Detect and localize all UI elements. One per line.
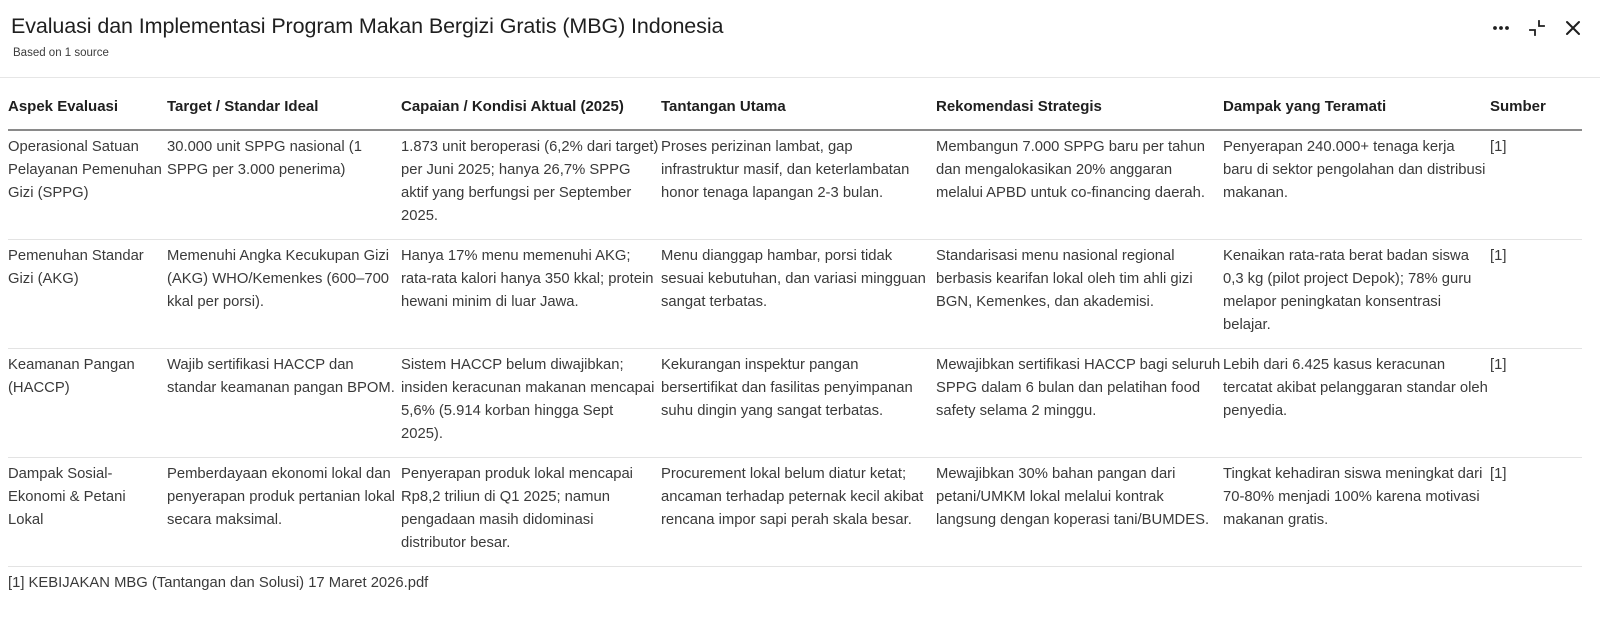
- table-cell: Standarisasi menu nasional regional berbasis kearifan lokal oleh tim ahli gizi BGN, Kemenkes, dan akademisi.: [936, 240, 1223, 349]
- source-citation[interactable]: [1]: [1490, 130, 1582, 240]
- more-icon: [1491, 18, 1511, 38]
- table-cell: Lebih dari 6.425 kasus keracunan tercatat akibat pelanggaran standar oleh penyedia.: [1223, 349, 1490, 458]
- table-cell: Penyerapan 240.000+ tenaga kerja baru di sektor pengolahan dan distribusi makanan.: [1223, 130, 1490, 240]
- source-count: Based on 1 source: [13, 47, 109, 59]
- table-cell: Memenuhi Angka Kecukupan Gizi (AKG) WHO/Kemenkes (600–700 kkal per porsi).: [167, 240, 401, 349]
- close-button[interactable]: [1558, 15, 1588, 41]
- table-cell: 1.873 unit beroperasi (6,2% dari target) per Juni 2025; hanya 26,7% SPPG aktif yang berfungsi per September 2025.: [401, 130, 661, 240]
- table-cell: Mewajibkan 30% bahan pangan dari petani/UMKM lokal melalui kontrak langsung dengan koperasi tani/BUMDES.: [936, 458, 1223, 567]
- close-icon: [1563, 18, 1583, 38]
- table-cell: Procurement lokal belum diatur ketat; ancaman terhadap peternak kecil akibat rencana impor sapi perah skala besar.: [661, 458, 936, 567]
- table-cell: Kenaikan rata-rata berat badan siswa 0,3 kg (pilot project Depok); 78% guru melapor peningkatan konsentrasi belajar.: [1223, 240, 1490, 349]
- column-header: Aspek Evaluasi: [8, 90, 167, 130]
- more-options-button[interactable]: [1486, 15, 1516, 41]
- table-row: [8, 458, 1582, 567]
- table-header-row: [8, 90, 1582, 130]
- table-cell: Sistem HACCP belum diwajibkan; insiden keracunan makanan mencapai 5,6% (5.914 korban hingga Sept 2025).: [401, 349, 661, 458]
- table-cell: Operasional Satuan Pelayanan Pemenuhan Gizi (SPPG): [8, 130, 167, 240]
- table-cell: Dampak Sosial-Ekonomi & Petani Lokal: [8, 458, 167, 567]
- column-header: Dampak yang Teramati: [1223, 90, 1490, 130]
- header-actions: [1486, 15, 1588, 41]
- source-citation[interactable]: [1]: [1490, 458, 1582, 567]
- table-row: [8, 130, 1582, 240]
- column-header: Rekomendasi Strategis: [936, 90, 1223, 130]
- table-cell: Hanya 17% menu memenuhi AKG; rata-rata kalori hanya 350 kkal; protein hewani minim di luar Jawa.: [401, 240, 661, 349]
- table-cell: Membangun 7.000 SPPG baru per tahun dan mengalokasikan 20% anggaran melalui APBD untuk co-financing daerah.: [936, 130, 1223, 240]
- evaluation-table-container: [8, 90, 1582, 567]
- table-cell: 30.000 unit SPPG nasional (1 SPPG per 3.000 penerima): [167, 130, 401, 240]
- collapse-button[interactable]: [1522, 15, 1552, 41]
- source-footnote[interactable]: [1] KEBIJAKAN MBG (Tantangan dan Solusi) 17 Maret 2026.pdf: [8, 575, 429, 591]
- evaluation-table: [8, 90, 1582, 567]
- table-cell: Tingkat kehadiran siswa meningkat dari 70-80% menjadi 100% karena motivasi makanan gratis.: [1223, 458, 1490, 567]
- table-cell: Kekurangan inspektur pangan bersertifikat dan fasilitas penyimpanan suhu dingin yang sangat terbatas.: [661, 349, 936, 458]
- table-cell: Mewajibkan sertifikasi HACCP bagi seluruh SPPG dalam 6 bulan dan pelatihan food safety selama 2 minggu.: [936, 349, 1223, 458]
- column-header: Sumber: [1490, 90, 1582, 130]
- table-cell: Menu dianggap hambar, porsi tidak sesuai kebutuhan, dan variasi mingguan sangat terbatas.: [661, 240, 936, 349]
- table-cell: Penyerapan produk lokal mencapai Rp8,2 triliun di Q1 2025; namun pengadaan masih didominasi distributor besar.: [401, 458, 661, 567]
- table-cell: Keamanan Pangan (HACCP): [8, 349, 167, 458]
- source-citation[interactable]: [1]: [1490, 349, 1582, 458]
- table-cell: Proses perizinan lambat, gap infrastruktur masif, dan keterlambatan honor tenaga lapangan 2-3 bulan.: [661, 130, 936, 240]
- page-title: Evaluasi dan Implementasi Program Makan Bergizi Gratis (MBG) Indonesia: [11, 14, 724, 38]
- source-citation[interactable]: [1]: [1490, 240, 1582, 349]
- table-cell: Wajib sertifikasi HACCP dan standar keamanan pangan BPOM.: [167, 349, 401, 458]
- column-header: Target / Standar Ideal: [167, 90, 401, 130]
- dialog-header: [0, 0, 1600, 78]
- table-row: [8, 349, 1582, 458]
- table-row: [8, 240, 1582, 349]
- collapse-icon: [1527, 18, 1547, 38]
- column-header: Tantangan Utama: [661, 90, 936, 130]
- table-cell: Pemberdayaan ekonomi lokal dan penyerapan produk pertanian lokal secara maksimal.: [167, 458, 401, 567]
- column-header: Capaian / Kondisi Aktual (2025): [401, 90, 661, 130]
- table-cell: Pemenuhan Standar Gizi (AKG): [8, 240, 167, 349]
